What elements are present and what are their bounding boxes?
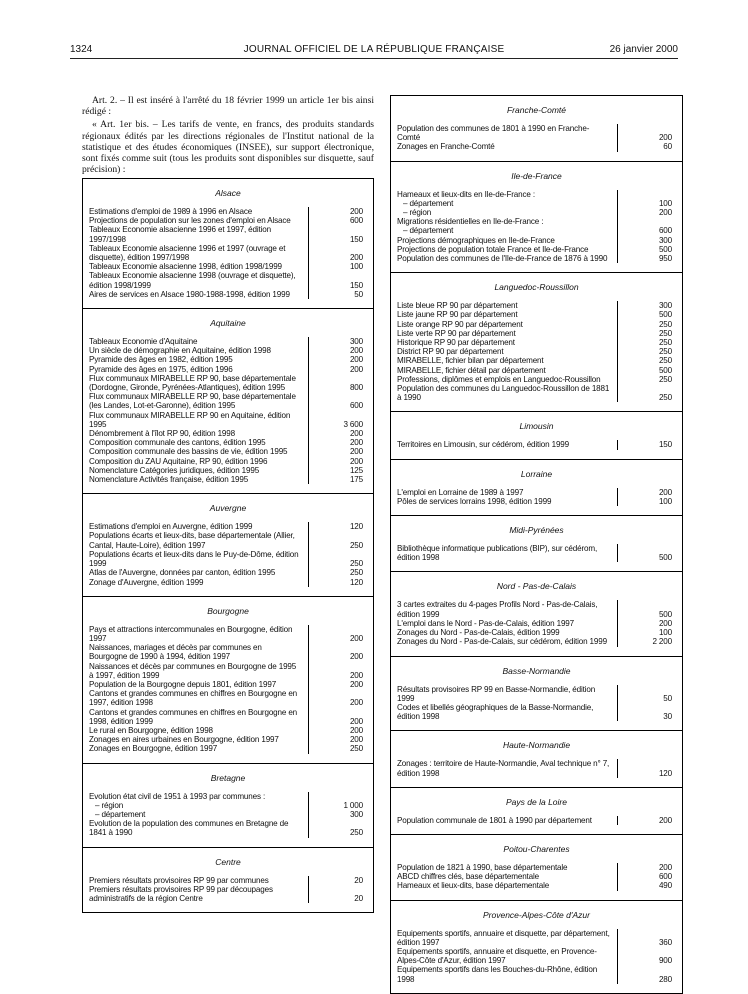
region-title: Limousin [519, 421, 554, 432]
product-price: 250 [617, 338, 682, 347]
product-label: Dénombrement à l'îlot RP 90, édition 1998 [89, 429, 235, 439]
product-label: Flux communaux MIRABELLE RP 90 en Aquitaine, édition 1995 [89, 410, 291, 429]
region-title: Ile-de-France [511, 170, 562, 181]
product-row [83, 708, 373, 726]
product-label: Bibliothèque informatique publications (BIP), sur cédérom, édition 1998 [397, 544, 598, 563]
product-row [391, 488, 682, 497]
product-price: 200 [308, 447, 373, 456]
region-section [391, 460, 682, 516]
product-row [83, 662, 373, 680]
product-price: 200 [617, 619, 682, 628]
product-price: 500 [617, 245, 682, 254]
product-price: 100 [617, 628, 682, 637]
product-price: 200 [308, 735, 373, 744]
product-price: 300 [617, 236, 682, 245]
region-section [391, 412, 682, 459]
product-price: 600 [308, 216, 373, 225]
product-label: – département [95, 809, 146, 819]
product-label: Pyramide des âges en 1975, édition 1996 [89, 364, 233, 374]
page-number: 1324 [70, 44, 93, 55]
product-row [391, 685, 682, 703]
product-label: Premiers résultats provisoires RP 99 par communes [89, 875, 269, 885]
product-label: Professions, diplômes et emplois en Languedoc-Roussillon [397, 374, 601, 384]
product-price: 120 [308, 522, 373, 531]
product-label: Territoires en Limousin, sur cédérom, édition 1999 [397, 440, 570, 450]
product-row [83, 792, 373, 801]
product-label: Zonages en aires urbaines en Bourgogne, édition 1997 [89, 735, 279, 745]
product-row [83, 337, 373, 346]
product-row [83, 447, 373, 456]
product-row [83, 531, 373, 549]
region-section [391, 731, 682, 787]
product-label: Liste bleue RP 90 par département [397, 301, 518, 311]
product-price: 500 [617, 366, 682, 375]
region-title: Auvergne [209, 503, 247, 514]
product-price: 1 000 [308, 801, 373, 810]
product-label: Projections de population sur les zones d'emploi en Alsace [89, 216, 291, 226]
product-row [83, 819, 373, 837]
region-section [83, 494, 373, 596]
product-price: 125 [308, 466, 373, 475]
region-section [391, 162, 682, 274]
article-intro [82, 95, 374, 177]
product-row [83, 801, 373, 810]
product-price: 250 [308, 819, 373, 837]
region-title: Aquitaine [210, 318, 246, 329]
page-header [70, 44, 678, 59]
product-label: Composition communale des cantons, édition 1995 [89, 438, 266, 448]
region-section [83, 764, 373, 848]
product-label: Cantons et grandes communes en chiffres en Bourgogne en 1998, édition 1999 [89, 707, 298, 726]
product-row [83, 438, 373, 447]
product-label: Tableaux Economie alsacienne 1998, édition 1998/1999 [89, 262, 282, 272]
product-price: 200 [308, 438, 373, 447]
region-title: Bretagne [210, 772, 246, 783]
product-price: 200 [617, 208, 682, 217]
product-label: Zonages en Franche-Comté [397, 142, 495, 152]
issue-date: 26 janvier 2000 [609, 44, 678, 55]
product-price: 900 [617, 947, 682, 965]
product-row [391, 384, 682, 402]
product-price: 2 200 [617, 637, 682, 646]
product-row [391, 965, 682, 983]
product-label: Pôles de services lorrains 1998, édition 1999 [397, 496, 552, 506]
product-row [83, 735, 373, 744]
product-price: 250 [617, 329, 682, 338]
product-label: Composition communale des bassins de vie, édition 1995 [89, 447, 288, 457]
product-price: 20 [308, 885, 373, 903]
product-price: 500 [617, 600, 682, 618]
product-row [391, 497, 682, 506]
product-row [391, 366, 682, 375]
product-row [391, 872, 682, 881]
product-row [83, 522, 373, 531]
product-row [391, 600, 682, 618]
product-price: 3 600 [308, 411, 373, 429]
product-price: 490 [617, 881, 682, 890]
product-price: 300 [308, 810, 373, 819]
region-section [83, 179, 373, 309]
product-row [391, 254, 682, 263]
region-title: Lorraine [520, 468, 553, 479]
product-row [83, 578, 373, 587]
product-row [83, 744, 373, 753]
product-price: 250 [617, 356, 682, 365]
journal-title: JOURNAL OFFICIEL DE LA RÉPUBLIQUE FRANÇAISE [243, 44, 505, 55]
product-price: 200 [308, 680, 373, 689]
product-label: Estimations d'emploi de 1989 à 1996 en Alsace [89, 207, 253, 216]
product-label: Population de 1821 à 1990, base départementale [397, 862, 568, 872]
product-price: 175 [308, 475, 373, 484]
product-price: 200 [617, 124, 682, 142]
product-price: 200 [308, 207, 373, 216]
product-price: 100 [617, 199, 682, 208]
product-row [391, 375, 682, 384]
region-section [391, 572, 682, 656]
product-row [391, 199, 682, 208]
product-row [83, 643, 373, 661]
product-row [391, 142, 682, 151]
product-label: Aires de services en Alsace 1980-1988-1998, édition 1999 [89, 289, 290, 299]
product-price: 250 [617, 347, 682, 356]
product-label: Naissances, mariages et décès par communes en Bourgogne de 1990 à 1994, édition 1997 [89, 643, 262, 662]
product-price: 500 [617, 544, 682, 562]
product-label: Liste orange RP 90 par département [397, 319, 523, 329]
product-row [391, 236, 682, 245]
product-label: Liste jaune RP 90 par département [397, 310, 518, 320]
product-price: 250 [617, 384, 682, 402]
product-row [83, 207, 373, 216]
product-label: – département [403, 198, 454, 208]
product-row [391, 347, 682, 356]
product-row [391, 816, 682, 825]
product-price: 600 [308, 392, 373, 410]
region-title: Provence-Alpes-Côte d'Azur [483, 909, 590, 920]
product-label: Cantons et grandes communes en chiffres en Bourgogne en 1997, édition 1998 [89, 689, 298, 708]
product-price: 250 [617, 320, 682, 329]
product-price: 250 [308, 550, 373, 568]
product-price: 150 [617, 440, 682, 449]
product-row [83, 346, 373, 355]
region-section [391, 835, 682, 901]
product-row [83, 810, 373, 819]
product-row [83, 876, 373, 885]
product-label: 3 cartes extraites du 4-pages Profils Nord - Pas-de-Calais, édition 1999 [397, 600, 598, 619]
product-price: 120 [617, 759, 682, 777]
product-price [617, 217, 682, 226]
product-row [83, 568, 373, 577]
article-heading: Art. 2. – Il est inséré à l'arrêté du 18 février 1999 un article 1er bis ainsi rédigé : [82, 95, 374, 118]
product-price: 200 [617, 863, 682, 872]
product-label: Equipements sportifs, annuaire et disquette, en Provence-Alpes-Côte d'Azur, édition 1997 [397, 946, 597, 966]
product-row [83, 355, 373, 364]
product-row [391, 637, 682, 646]
product-label: Zonages en Bourgogne, édition 1997 [89, 744, 218, 754]
product-row [83, 216, 373, 225]
region-section [391, 788, 682, 835]
product-label: Population des communes de l'Ile-de-France de 1876 à 1990 [397, 254, 608, 264]
product-price: 300 [617, 301, 682, 310]
product-row [83, 225, 373, 243]
region-title: Languedoc-Roussillon [494, 282, 579, 293]
product-label: Nomenclature Catégories juridiques, édition 1995 [89, 465, 260, 475]
product-label: – département [403, 226, 454, 236]
product-label: Hameaux et lieux-dits, base départementale [397, 881, 550, 891]
product-price: 200 [308, 429, 373, 438]
region-title: Poitou-Charentes [503, 843, 570, 854]
product-label: Flux communaux MIRABELLE RP 90, base départementale (Dordogne, Gironde, Pyrénées-Atlantiques), édition 1995 [89, 373, 296, 393]
product-row [83, 290, 373, 299]
product-label: Zonages : territoire de Haute-Normandie, Aval technique n° 7, édition 1998 [397, 759, 610, 778]
product-row [83, 244, 373, 262]
product-row [83, 429, 373, 438]
product-label: Un siècle de démographie en Aquitaine, édition 1998 [89, 346, 271, 356]
product-row [391, 208, 682, 217]
product-price: 30 [617, 703, 682, 721]
article-body: « Art. 1er bis. – Les tarifs de vente, en francs, des produits standards régionaux édités par les directions régionales de l'Institut national de la statistique et des études économiques (INSEE), sur support électronique, sont fixés comme suit (tous les produits sont disponibles sur disquette, sauf précision) : [82, 119, 374, 176]
product-label: Migrations résidentielles en Ile-de-France : [397, 217, 544, 227]
region-section [83, 848, 373, 913]
product-label: Pays et attractions intercommunales en Bourgogne, édition 1997 [89, 624, 293, 643]
product-row [83, 411, 373, 429]
product-label: Equipements sportifs, annuaire et disquette, par département, édition 1997 [397, 928, 610, 947]
product-price: 20 [308, 876, 373, 885]
region-section [391, 516, 682, 572]
product-label: Flux communaux MIRABELLE RP 90, base départementale (les Landes, Lot-et-Garonne), édition 1995 [89, 392, 296, 411]
product-price: 200 [308, 689, 373, 707]
product-label: Nomenclature Activités française, édition 1995 [89, 475, 249, 485]
product-price: 200 [308, 662, 373, 680]
product-price [617, 190, 682, 199]
region-section [391, 901, 682, 993]
product-label: Population de la Bourgogne depuis 1801, édition 1997 [89, 679, 277, 689]
product-price: 360 [617, 929, 682, 947]
product-price: 200 [308, 346, 373, 355]
product-label: – région [95, 800, 124, 810]
product-label: Résultats provisoires RP 99 en Basse-Normandie, édition 1999 [397, 684, 596, 703]
product-price: 120 [308, 578, 373, 587]
product-label: Evolution état civil de 1951 à 1993 par communes : [89, 791, 266, 801]
price-table-right [390, 95, 683, 994]
product-row [83, 885, 373, 903]
product-label: Tableaux Economie alsacienne 1996 et 1997, édition 1997/1998 [89, 225, 271, 244]
region-title: Basse-Normandie [502, 665, 571, 676]
product-price: 50 [308, 290, 373, 299]
region-section [391, 96, 682, 162]
product-label: Premiers résultats provisoires RP 99 par découpages administratifs de la région Centre [89, 884, 273, 903]
region-title: Pays de la Loire [506, 796, 567, 807]
product-price: 150 [308, 225, 373, 243]
product-label: Naissances et décès par communes en Bourgogne de 1995 à 1997, édition 1999 [89, 661, 297, 680]
product-row [391, 356, 682, 365]
product-price: 600 [617, 872, 682, 881]
product-row [391, 124, 682, 142]
product-label: Population des communes du Languedoc-Roussillon de 1881 à 1990 [397, 384, 610, 403]
product-row [391, 320, 682, 329]
product-label: Projections de population totale France et Ile-de-France [397, 244, 589, 254]
product-price: 100 [308, 262, 373, 271]
product-label: Projections démographiques en Ile-de-France [397, 235, 555, 245]
product-row [83, 262, 373, 271]
region-title: Nord - Pas-de-Calais [496, 581, 577, 592]
product-label: Hameaux et lieux-dits en Ile-de-France : [397, 189, 535, 199]
product-label: Estimations d'emploi en Auvergne, édition 1999 [89, 522, 253, 532]
product-label: Zonages du Nord - Pas-de-Calais, sur cédérom, édition 1999 [397, 637, 607, 647]
product-row [83, 392, 373, 410]
product-price: 250 [617, 375, 682, 384]
product-price: 600 [617, 226, 682, 235]
product-label: Zonage d'Auvergne, édition 1999 [89, 577, 204, 587]
product-price: 500 [617, 310, 682, 319]
product-row [83, 726, 373, 735]
product-price: 280 [617, 965, 682, 983]
product-row [83, 550, 373, 568]
product-row [391, 619, 682, 628]
region-title: Midi-Pyrénées [509, 525, 564, 536]
product-label: Tableaux Economie alsacienne 1998 (ouvrage et disquette), édition 1998/1999 [89, 271, 296, 290]
product-price: 200 [308, 643, 373, 661]
region-title: Alsace [215, 188, 241, 198]
product-label: Populations écarts et lieux-dits dans le Puy-de-Dôme, édition 1999 [89, 549, 299, 569]
product-row [83, 365, 373, 374]
product-row [391, 929, 682, 947]
product-price: 60 [617, 142, 682, 151]
product-label: Tableaux Economie alsacienne 1996 et 1997 (ouvrage et disquette), édition 1997/1998 [89, 243, 286, 263]
product-row [83, 271, 373, 289]
product-label: Tableaux Economie d'Aquitaine [89, 337, 198, 347]
product-row [391, 947, 682, 965]
product-row [83, 625, 373, 643]
region-title: Haute-Normandie [502, 740, 571, 751]
product-row [83, 689, 373, 707]
product-price: 200 [308, 244, 373, 262]
product-label: L'emploi en Lorraine de 1989 à 1997 [397, 487, 524, 497]
product-price: 100 [617, 497, 682, 506]
product-row [391, 301, 682, 310]
region-section [391, 657, 682, 732]
product-row [391, 881, 682, 890]
product-label: Populations écarts et lieux-dits, base départementale (Allier, Cantal, Haute-Loire), édition 1997 [89, 531, 295, 550]
product-label: L'emploi dans le Nord - Pas-de-Calais, édition 1997 [397, 618, 575, 628]
product-label: ABCD chiffres clés, base départementale [397, 872, 540, 882]
product-row [391, 338, 682, 347]
product-row [391, 190, 682, 199]
product-price: 250 [308, 531, 373, 549]
product-row [391, 245, 682, 254]
product-row [83, 680, 373, 689]
product-price: 200 [308, 365, 373, 374]
product-row [391, 544, 682, 562]
product-row [391, 310, 682, 319]
product-label: – région [403, 208, 432, 218]
product-label: District RP 90 par département [397, 347, 504, 357]
product-price: 50 [617, 685, 682, 703]
product-label: Population des communes de 1801 à 1990 en Franche-Comté [397, 124, 590, 143]
product-row [391, 759, 682, 777]
product-label: Le rural en Bourgogne, édition 1998 [89, 725, 213, 735]
product-label: Codes et libellés géographiques de la Basse-Normandie, édition 1998 [397, 702, 594, 722]
product-price: 950 [617, 254, 682, 263]
product-price: 200 [617, 488, 682, 497]
region-section [391, 273, 682, 412]
product-label: Pyramide des âges en 1982, édition 1995 [89, 355, 233, 365]
product-price: 800 [308, 374, 373, 392]
product-label: MIRABELLE, fichier bilan par département [397, 356, 544, 366]
product-row [391, 440, 682, 449]
region-title: Franche-Comté [506, 105, 567, 115]
product-price: 150 [308, 271, 373, 289]
product-label: Composition du ZAU Aquitaine, RP 90, édition 1996 [89, 456, 268, 466]
price-table-left [82, 178, 374, 913]
product-price: 200 [308, 457, 373, 466]
product-label: Atlas de l'Auvergne, données par canton, édition 1995 [89, 568, 276, 578]
product-label: Population communale de 1801 à 1990 par département [397, 815, 592, 825]
product-label: Zonages du Nord - Pas-de-Calais, édition 1999 [397, 628, 560, 638]
product-row [83, 466, 373, 475]
product-price: 200 [308, 625, 373, 643]
product-row [391, 863, 682, 872]
region-title: Centre [215, 856, 241, 867]
product-label: Evolution de la population des communes en Bretagne de 1841 à 1990 [89, 819, 289, 838]
product-label: Historique RP 90 par département [397, 338, 515, 348]
product-price: 250 [308, 744, 373, 753]
product-row [391, 628, 682, 637]
product-label: Equipements sportifs dans les Bouches-du-Rhône, édition 1998 [397, 965, 598, 984]
product-price: 200 [617, 816, 682, 825]
product-row [391, 217, 682, 226]
product-row [83, 457, 373, 466]
product-row [391, 226, 682, 235]
product-label: Liste verte RP 90 par département [397, 328, 516, 338]
region-title: Bourgogne [207, 605, 249, 616]
region-section [83, 597, 373, 764]
product-row [83, 374, 373, 392]
product-price: 200 [308, 708, 373, 726]
product-price [308, 792, 373, 801]
product-label: MIRABELLE, fichier détail par département [397, 365, 546, 375]
product-price: 250 [308, 568, 373, 577]
product-row [83, 475, 373, 484]
product-price: 200 [308, 726, 373, 735]
region-section [83, 309, 373, 494]
product-row [391, 703, 682, 721]
product-price: 300 [308, 337, 373, 346]
product-price: 200 [308, 355, 373, 364]
product-row [391, 329, 682, 338]
